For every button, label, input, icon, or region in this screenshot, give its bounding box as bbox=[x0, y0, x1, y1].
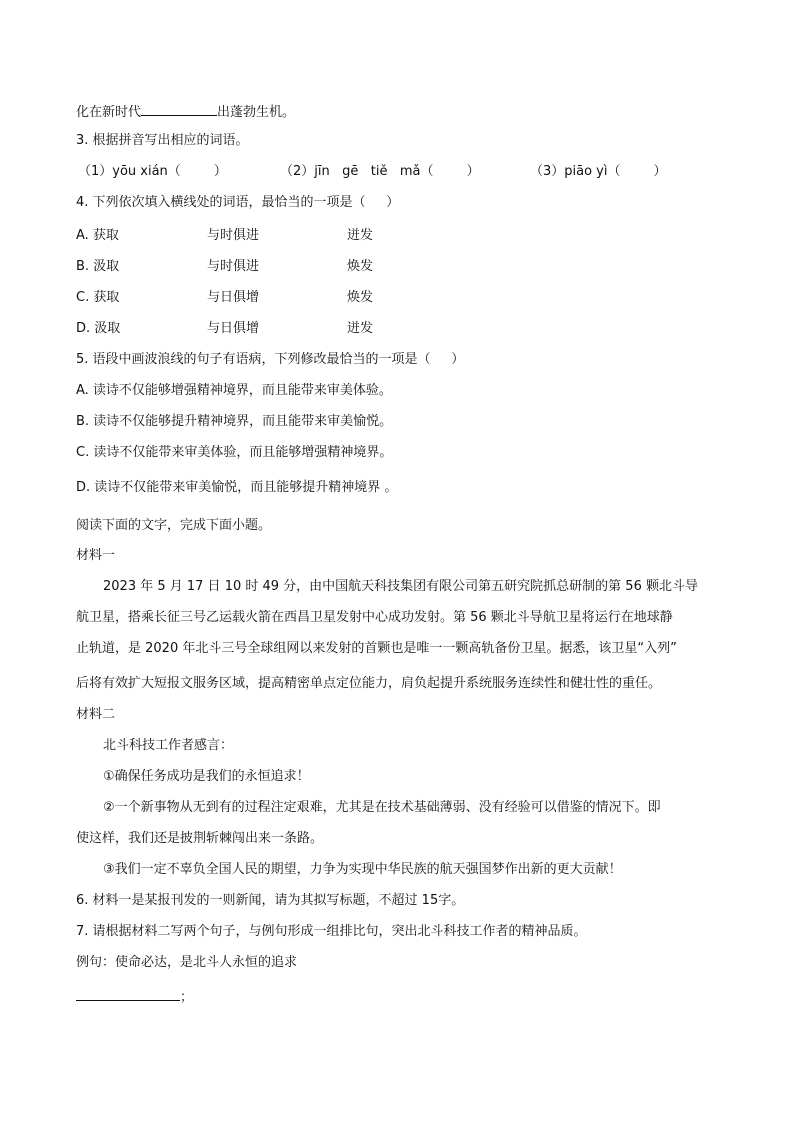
pinyin-item-1: （1）yōu xián（ ） bbox=[78, 164, 227, 179]
material-1-line-2: 航卫星，搭乘长征三号乙运载火箭在西昌卫星发射中心成功发射。第 56 颗北斗导航卫星将运行在地球静 bbox=[76, 610, 673, 625]
material-2-sentence-3: ③我们一定不辜负全国人民的期望，力争为实现中华民族的航天强国梦作出新的更大贡献！ bbox=[103, 862, 622, 877]
option-word-2: 与日俱增 bbox=[207, 290, 260, 305]
answer-blank[interactable] bbox=[141, 101, 217, 116]
option-label: A. 获取 bbox=[76, 228, 119, 243]
option-label: C. 获取 bbox=[76, 290, 120, 305]
option-word-3: 迸发 bbox=[347, 321, 374, 336]
option-word-3: 焕发 bbox=[347, 259, 374, 274]
material-1-line-3: 止轨道，是 2020 年北斗三号全球组网以来发射的首颗也是唯一一颗高轨备份卫星。据悉，该卫星“入列” bbox=[76, 641, 677, 656]
question-6: 6. 材料一是某报刊发的一则新闻，请为其拟写标题，不超过 15字。 bbox=[76, 893, 465, 908]
example-sentence: 例句：使命必达，是北斗人永恒的追求 bbox=[76, 955, 298, 970]
option-word-2: 与时俱进 bbox=[207, 259, 260, 274]
material-1-line-1: 2023 年 5 月 17 日 10 时 49 分，由中国航天科技集团有限公司第五研究院抓总研制的第 56 颗北斗导 bbox=[103, 579, 698, 594]
option-label: D. 汲取 bbox=[76, 321, 121, 336]
sentence-suffix: 出蓬勃生机。 bbox=[217, 105, 296, 120]
q5-option-d[interactable]: D. 读诗不仅能带来审美愉悦，而且能够提升精神境界 。 bbox=[76, 480, 398, 495]
material-1-title: 材料一 bbox=[76, 548, 116, 563]
fill-blank-sentence bbox=[76, 101, 295, 122]
question-3: 3. 根据拼音写出相应的词语。 bbox=[76, 133, 249, 148]
option-word-3: 迸发 bbox=[347, 228, 374, 243]
reading-instruction: 阅读下面的文字，完成下面小题。 bbox=[76, 518, 272, 533]
sentence-prefix: 化在新时代 bbox=[76, 105, 142, 120]
material-2-sentence-1: ①确保任务成功是我们的永恒追求！ bbox=[103, 769, 310, 784]
material-2-sentence-2b: 使这样，我们还是披荆斩棘闯出来一条路。 bbox=[76, 831, 324, 846]
pinyin-item-2: （2）jīn gē tiě mǎ（ ） bbox=[280, 164, 480, 179]
option-label: B. 汲取 bbox=[76, 259, 120, 274]
option-word-3: 焕发 bbox=[347, 290, 374, 305]
option-word-2: 与时俱进 bbox=[207, 228, 260, 243]
question-5: 5. 语段中画波浪线的句子有语病，下列修改最恰当的一项是（ ） bbox=[76, 352, 465, 367]
q5-option-c[interactable]: C. 读诗不仅能带来审美体验，而且能够增强精神境界。 bbox=[76, 445, 393, 460]
question-7: 7. 请根据材料二写两个句子，与例句形成一组排比句，突出北斗科技工作者的精神品质。 bbox=[76, 924, 587, 939]
material-1-line-4: 后将有效扩大短报文服务区域，提高精密单点定位能力，肩负起提升系统服务连续性和健壮性的重任。 bbox=[76, 676, 662, 691]
pinyin-item-3: （3）piāo yì（ ） bbox=[530, 164, 667, 179]
material-2-title: 材料二 bbox=[76, 707, 116, 722]
material-2-sentence-2a: ②一个新事物从无到有的过程注定艰难，尤其是在技术基础薄弱、没有经验可以借鉴的情况下。即 bbox=[103, 800, 661, 815]
answer-separator: ； bbox=[180, 990, 194, 1005]
option-word-2: 与日俱增 bbox=[207, 321, 260, 336]
material-2-intro: 北斗科技工作者感言： bbox=[103, 738, 234, 753]
q5-option-b[interactable]: B. 读诗不仅能够提升精神境界，而且能带来审美愉悦。 bbox=[76, 414, 393, 429]
question-4: 4. 下列依次填入横线处的词语，最恰当的一项是（ ） bbox=[76, 195, 400, 210]
answer-line bbox=[76, 986, 193, 1007]
q5-option-a[interactable]: A. 读诗不仅能够增强精神境界，而且能带来审美体验。 bbox=[76, 383, 392, 398]
answer-blank[interactable] bbox=[76, 986, 180, 1001]
